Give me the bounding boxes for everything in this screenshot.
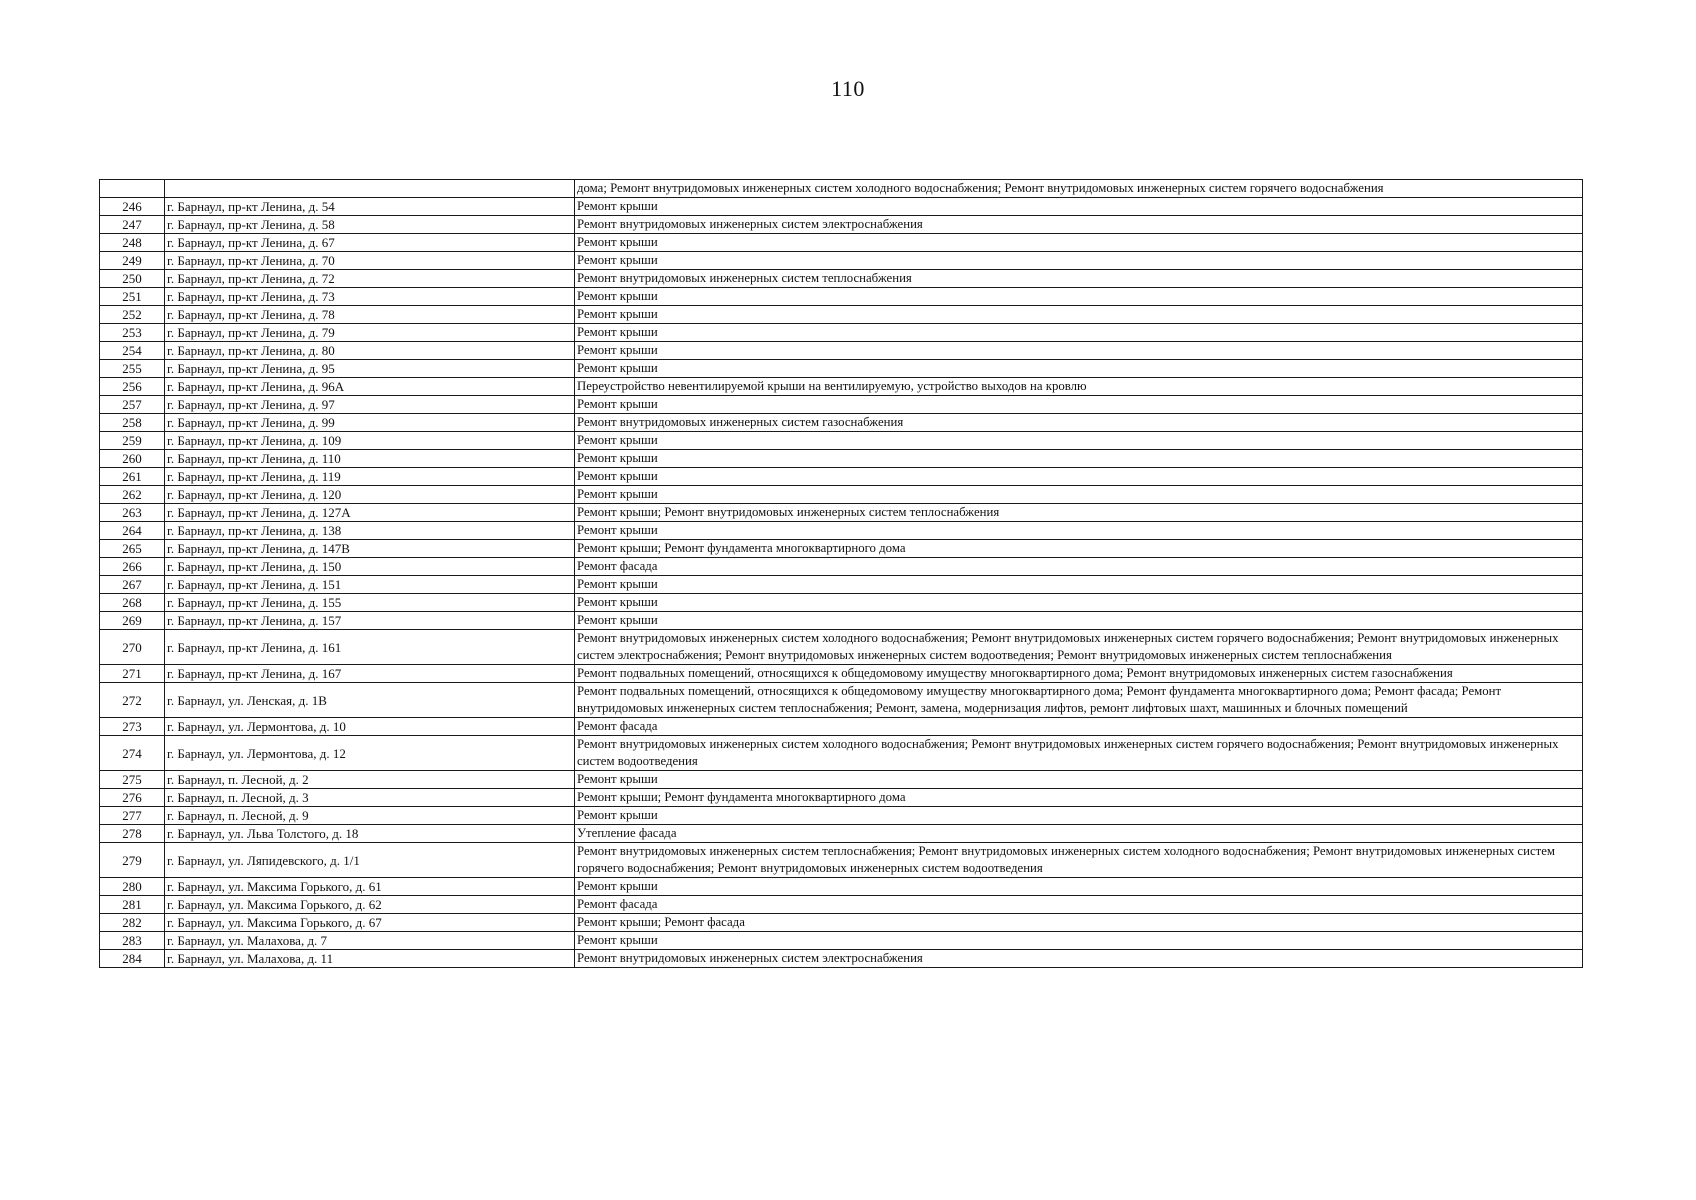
- row-number-cell: 247: [100, 216, 165, 234]
- row-number-cell: 255: [100, 360, 165, 378]
- works-cell: дома; Ремонт внутридомовых инженерных систем холодного водоснабжения; Ремонт внутридомовых инженерных систем горячего водоснабжения: [575, 180, 1583, 198]
- row-number-cell: 272: [100, 683, 165, 718]
- address-cell: г. Барнаул, пр-кт Ленина, д. 78: [165, 306, 575, 324]
- address-cell: г. Барнаул, пр-кт Ленина, д. 161: [165, 630, 575, 665]
- table-row: [100, 736, 1583, 771]
- works-cell: Ремонт фасада: [575, 558, 1583, 576]
- table-row: [100, 216, 1583, 234]
- row-number-cell: 249: [100, 252, 165, 270]
- row-number-cell: 271: [100, 665, 165, 683]
- address-cell: г. Барнаул, пр-кт Ленина, д. 80: [165, 342, 575, 360]
- table-row: [100, 914, 1583, 932]
- row-number-cell: 256: [100, 378, 165, 396]
- works-cell: Ремонт фасада: [575, 718, 1583, 736]
- works-cell: Ремонт внутридомовых инженерных систем газоснабжения: [575, 414, 1583, 432]
- row-number-cell: 248: [100, 234, 165, 252]
- row-number-cell: 280: [100, 878, 165, 896]
- row-number-cell: 278: [100, 825, 165, 843]
- table-row: [100, 360, 1583, 378]
- address-cell: г. Барнаул, пр-кт Ленина, д. 127А: [165, 504, 575, 522]
- table-row: [100, 718, 1583, 736]
- address-cell: г. Барнаул, пр-кт Ленина, д. 157: [165, 612, 575, 630]
- address-cell: г. Барнаул, пр-кт Ленина, д. 120: [165, 486, 575, 504]
- address-cell: г. Барнаул, пр-кт Ленина, д. 138: [165, 522, 575, 540]
- address-cell: г. Барнаул, пр-кт Ленина, д. 147В: [165, 540, 575, 558]
- table-row: [100, 807, 1583, 825]
- row-number-cell: 277: [100, 807, 165, 825]
- table-body: [100, 180, 1583, 968]
- row-number-cell: 281: [100, 896, 165, 914]
- address-cell: г. Барнаул, пр-кт Ленина, д. 67: [165, 234, 575, 252]
- row-number-cell: 263: [100, 504, 165, 522]
- address-cell: г. Барнаул, пр-кт Ленина, д. 150: [165, 558, 575, 576]
- row-number-cell: 264: [100, 522, 165, 540]
- works-cell: Ремонт внутридомовых инженерных систем электроснабжения: [575, 950, 1583, 968]
- works-cell: Ремонт крыши; Ремонт фундамента многоквартирного дома: [575, 540, 1583, 558]
- address-cell: г. Барнаул, пр-кт Ленина, д. 95: [165, 360, 575, 378]
- table-row: [100, 522, 1583, 540]
- works-cell: Ремонт крыши: [575, 576, 1583, 594]
- works-cell: Ремонт внутридомовых инженерных систем холодного водоснабжения; Ремонт внутридомовых инженерных систем горячего водоснабжения; Ремонт внутридомовых инженерных систем водоотведения: [575, 736, 1583, 771]
- row-number-cell: 262: [100, 486, 165, 504]
- row-number-cell: 268: [100, 594, 165, 612]
- address-cell: г. Барнаул, пр-кт Ленина, д. 110: [165, 450, 575, 468]
- table-row: [100, 378, 1583, 396]
- table-row: [100, 950, 1583, 968]
- table-row: [100, 558, 1583, 576]
- address-cell: г. Барнаул, пр-кт Ленина, д. 54: [165, 198, 575, 216]
- table-row-continuation: [100, 180, 1583, 198]
- works-cell: Ремонт крыши: [575, 468, 1583, 486]
- address-cell: г. Барнаул, пр-кт Ленина, д. 79: [165, 324, 575, 342]
- address-cell: г. Барнаул, п. Лесной, д. 2: [165, 771, 575, 789]
- works-cell: Ремонт внутридомовых инженерных систем теплоснабжения: [575, 270, 1583, 288]
- works-cell: Ремонт крыши: [575, 234, 1583, 252]
- works-cell: Ремонт подвальных помещений, относящихся к общедомовому имуществу многоквартирного дома; Ремонт фундамента многоквартирного дома; Ремонт фасада; Ремонт внутридомовых инженерных систем теплоснабжения; Ремонт, замена, модернизация лифтов, ремонт лифтовых шахт, машинных и блочных помещений: [575, 683, 1583, 718]
- table-row: [100, 198, 1583, 216]
- row-number-cell: 250: [100, 270, 165, 288]
- table-row: [100, 878, 1583, 896]
- works-cell: Ремонт крыши: [575, 932, 1583, 950]
- row-number-cell: 257: [100, 396, 165, 414]
- works-cell: Ремонт крыши: [575, 288, 1583, 306]
- table-row: [100, 594, 1583, 612]
- row-number-cell: 260: [100, 450, 165, 468]
- works-cell: Ремонт крыши: [575, 306, 1583, 324]
- address-cell: г. Барнаул, пр-кт Ленина, д. 167: [165, 665, 575, 683]
- table-row: [100, 324, 1583, 342]
- row-number-cell: 265: [100, 540, 165, 558]
- address-cell: г. Барнаул, ул. Лермонтова, д. 12: [165, 736, 575, 771]
- address-cell: г. Барнаул, пр-кт Ленина, д. 155: [165, 594, 575, 612]
- table-row: [100, 288, 1583, 306]
- address-cell: г. Барнаул, пр-кт Ленина, д. 70: [165, 252, 575, 270]
- works-cell: Ремонт крыши; Ремонт внутридомовых инженерных систем теплоснабжения: [575, 504, 1583, 522]
- works-cell: Ремонт крыши: [575, 878, 1583, 896]
- table-row: [100, 486, 1583, 504]
- row-number-cell: 258: [100, 414, 165, 432]
- works-cell: Ремонт крыши: [575, 486, 1583, 504]
- table-row: [100, 843, 1583, 878]
- row-number-cell: 269: [100, 612, 165, 630]
- table-row: [100, 306, 1583, 324]
- row-number-cell: 275: [100, 771, 165, 789]
- works-cell: Ремонт внутридомовых инженерных систем электроснабжения: [575, 216, 1583, 234]
- address-cell: г. Барнаул, ул. Максима Горького, д. 67: [165, 914, 575, 932]
- table-row: [100, 468, 1583, 486]
- page-number: 110: [831, 76, 865, 101]
- row-number-cell: 259: [100, 432, 165, 450]
- row-number-cell: 252: [100, 306, 165, 324]
- table-row: [100, 432, 1583, 450]
- row-number-cell: 261: [100, 468, 165, 486]
- works-cell: Ремонт крыши; Ремонт фундамента многоквартирного дома: [575, 789, 1583, 807]
- works-registry-table: [99, 179, 1583, 968]
- address-cell: г. Барнаул, ул. Льва Толстого, д. 18: [165, 825, 575, 843]
- works-cell: Ремонт внутридомовых инженерных систем холодного водоснабжения; Ремонт внутридомовых инженерных систем горячего водоснабжения; Ремонт внутридомовых инженерных систем электроснабжения; Ремонт внутридомовых инженерных систем водоотведения; Ремонт внутридомовых инженерных систем теплоснабжения: [575, 630, 1583, 665]
- table-row: [100, 612, 1583, 630]
- address-cell: г. Барнаул, пр-кт Ленина, д. 96А: [165, 378, 575, 396]
- address-cell: г. Барнаул, пр-кт Ленина, д. 109: [165, 432, 575, 450]
- works-cell: Ремонт крыши: [575, 324, 1583, 342]
- address-cell: г. Барнаул, пр-кт Ленина, д. 72: [165, 270, 575, 288]
- row-number-cell: 274: [100, 736, 165, 771]
- table-row: [100, 342, 1583, 360]
- works-cell: Ремонт крыши: [575, 522, 1583, 540]
- table-row: [100, 252, 1583, 270]
- address-cell: г. Барнаул, пр-кт Ленина, д. 99: [165, 414, 575, 432]
- address-cell: г. Барнаул, ул. Малахова, д. 11: [165, 950, 575, 968]
- works-cell: Ремонт крыши: [575, 612, 1583, 630]
- works-cell: Ремонт крыши: [575, 198, 1583, 216]
- address-cell: г. Барнаул, ул. Ленская, д. 1В: [165, 683, 575, 718]
- table-row: [100, 450, 1583, 468]
- works-cell: Ремонт внутридомовых инженерных систем теплоснабжения; Ремонт внутридомовых инженерных систем холодного водоснабжения; Ремонт внутридомовых инженерных систем горячего водоснабжения; Ремонт внутридомовых инженерных систем водоотведения: [575, 843, 1583, 878]
- table-row: [100, 771, 1583, 789]
- row-number-cell: 251: [100, 288, 165, 306]
- works-cell: Ремонт крыши: [575, 807, 1583, 825]
- address-cell: г. Барнаул, пр-кт Ленина, д. 73: [165, 288, 575, 306]
- row-number-cell: 246: [100, 198, 165, 216]
- address-cell: г. Барнаул, ул. Малахова, д. 7: [165, 932, 575, 950]
- row-number-cell: 283: [100, 932, 165, 950]
- row-number-cell: 273: [100, 718, 165, 736]
- row-number-cell: 279: [100, 843, 165, 878]
- row-number-cell: 267: [100, 576, 165, 594]
- works-cell: Переустройство невентилируемой крыши на вентилируемую, устройство выходов на кровлю: [575, 378, 1583, 396]
- row-number-cell: [100, 180, 165, 198]
- works-cell: Ремонт крыши: [575, 594, 1583, 612]
- row-number-cell: 266: [100, 558, 165, 576]
- table-row: [100, 789, 1583, 807]
- address-cell: г. Барнаул, п. Лесной, д. 9: [165, 807, 575, 825]
- works-cell: Ремонт подвальных помещений, относящихся к общедомовому имуществу многоквартирного дома; Ремонт внутридомовых инженерных систем газоснабжения: [575, 665, 1583, 683]
- works-cell: Ремонт крыши: [575, 252, 1583, 270]
- works-cell: Ремонт крыши; Ремонт фасада: [575, 914, 1583, 932]
- works-cell: Ремонт фасада: [575, 896, 1583, 914]
- row-number-cell: 270: [100, 630, 165, 665]
- table-row: [100, 540, 1583, 558]
- table-row: [100, 504, 1583, 522]
- row-number-cell: 254: [100, 342, 165, 360]
- address-cell: г. Барнаул, п. Лесной, д. 3: [165, 789, 575, 807]
- works-cell: Ремонт крыши: [575, 432, 1583, 450]
- table-row: [100, 683, 1583, 718]
- row-number-cell: 253: [100, 324, 165, 342]
- table-row: [100, 414, 1583, 432]
- table-row: [100, 896, 1583, 914]
- table-row: [100, 630, 1583, 665]
- table-row: [100, 576, 1583, 594]
- table-row: [100, 396, 1583, 414]
- works-cell: Утепление фасада: [575, 825, 1583, 843]
- table-row: [100, 932, 1583, 950]
- row-number-cell: 282: [100, 914, 165, 932]
- row-number-cell: 276: [100, 789, 165, 807]
- address-cell: г. Барнаул, ул. Лермонтова, д. 10: [165, 718, 575, 736]
- address-cell: г. Барнаул, пр-кт Ленина, д. 119: [165, 468, 575, 486]
- works-cell: Ремонт крыши: [575, 396, 1583, 414]
- address-cell: г. Барнаул, ул. Ляпидевского, д. 1/1: [165, 843, 575, 878]
- table-row: [100, 825, 1583, 843]
- address-cell: г. Барнаул, пр-кт Ленина, д. 58: [165, 216, 575, 234]
- address-cell: г. Барнаул, ул. Максима Горького, д. 62: [165, 896, 575, 914]
- works-cell: Ремонт крыши: [575, 771, 1583, 789]
- works-cell: Ремонт крыши: [575, 360, 1583, 378]
- address-cell: г. Барнаул, ул. Максима Горького, д. 61: [165, 878, 575, 896]
- table-row: [100, 665, 1583, 683]
- works-cell: Ремонт крыши: [575, 342, 1583, 360]
- address-cell: [165, 180, 575, 198]
- works-cell: Ремонт крыши: [575, 450, 1583, 468]
- table-row: [100, 234, 1583, 252]
- address-cell: г. Барнаул, пр-кт Ленина, д. 151: [165, 576, 575, 594]
- row-number-cell: 284: [100, 950, 165, 968]
- table-row: [100, 270, 1583, 288]
- address-cell: г. Барнаул, пр-кт Ленина, д. 97: [165, 396, 575, 414]
